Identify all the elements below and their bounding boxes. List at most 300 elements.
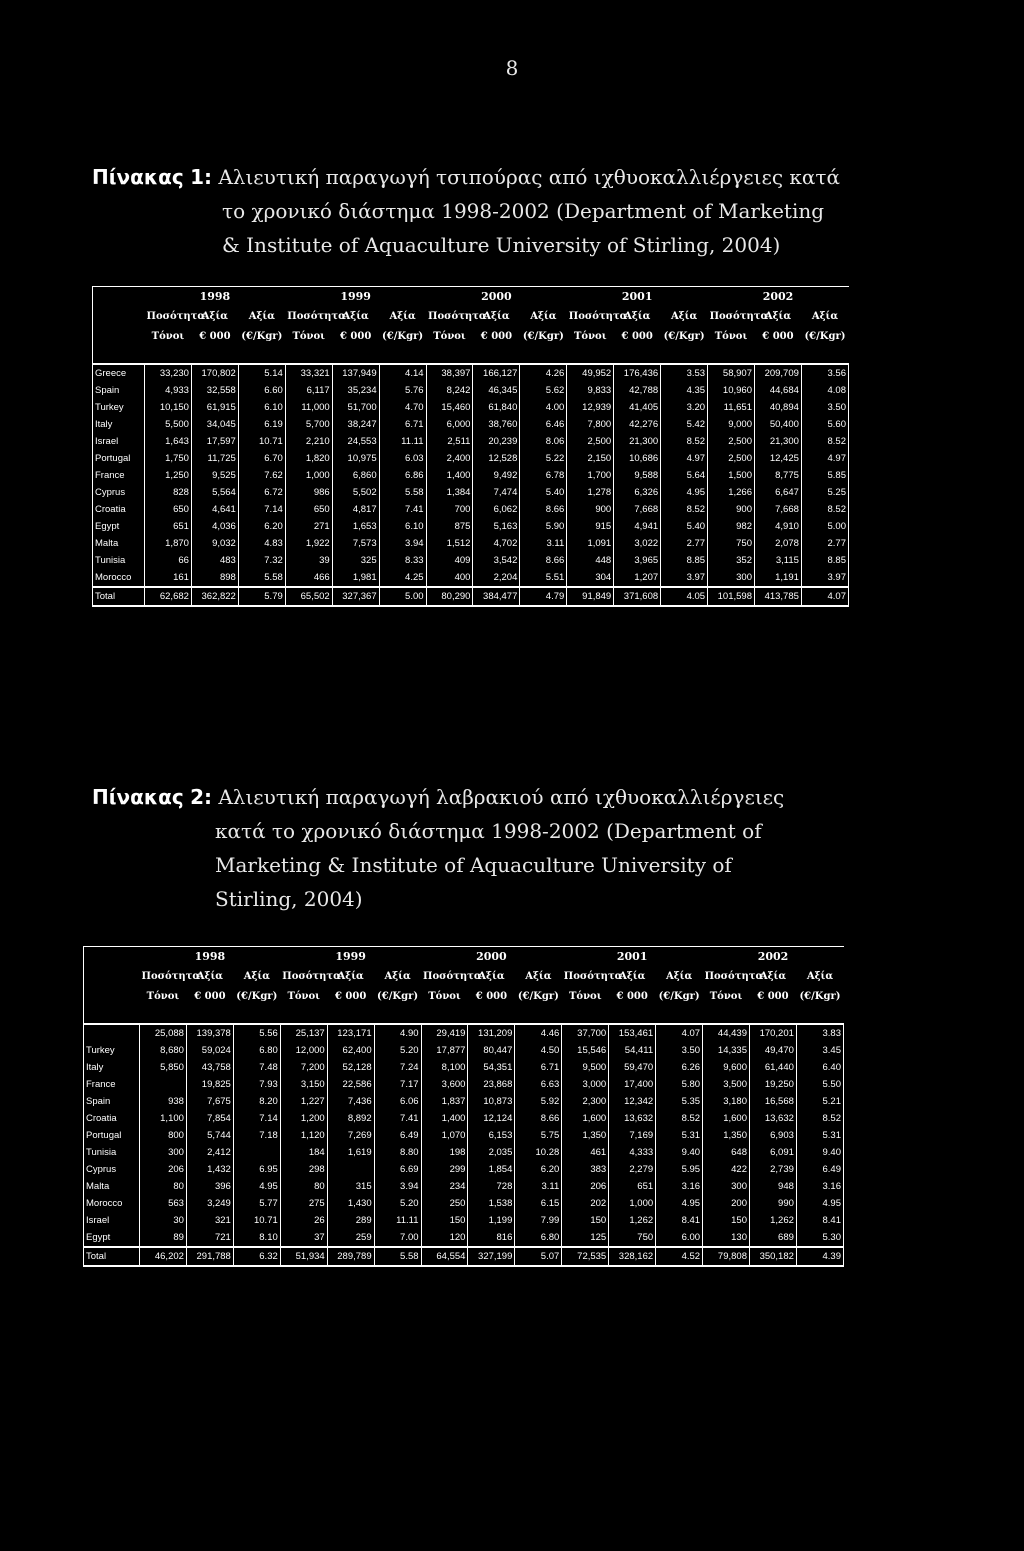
year-header-row [84,947,844,968]
value-cell: 9.40 [656,1144,703,1161]
value-cell: 12,528 [473,450,520,467]
value-cell: 4.90 [374,1024,421,1042]
value-cell: 11,000 [285,399,332,416]
value-cell: 38,247 [332,416,379,433]
value-cell: 34,045 [191,416,238,433]
column-header: Ποσότητα [563,971,623,982]
value-cell: 9,833 [567,382,614,399]
column-header: Ποσότητα [423,971,482,982]
value-cell: 10,150 [145,399,192,416]
value-cell: 2,035 [468,1144,515,1161]
value-cell: 5,564 [191,484,238,501]
value-cell: 8.20 [233,1093,280,1110]
year-header: 1998 [194,950,226,963]
value-cell: 990 [749,1195,796,1212]
value-cell: 5.40 [661,518,708,535]
unit-header: (€/Kgr) [804,331,846,342]
value-cell: 66 [145,552,192,569]
value-cell: 150 [562,1212,609,1229]
unit-header-row [93,327,849,347]
value-cell: 17,597 [191,433,238,450]
column-header: Αξία [483,311,510,322]
value-cell: 52,128 [327,1059,374,1076]
year-header: 2000 [481,290,512,303]
value-cell: 44,684 [754,382,801,399]
value-cell: 3,180 [703,1093,750,1110]
year-header-row [93,287,849,308]
header-corner [93,307,145,327]
table-row [93,467,849,484]
value-cell: 6.86 [379,467,426,484]
value-cell: 170,802 [191,364,238,382]
value-cell: 828 [145,484,192,501]
unit-header-row [84,987,844,1007]
value-cell: 6.70 [238,450,285,467]
value-cell: 4,036 [191,518,238,535]
value-cell: 6.20 [515,1161,562,1178]
country-cell: Malta [84,1178,140,1195]
total-value-cell: 4.79 [520,587,567,606]
column-header: Ποσότητα [568,311,628,322]
value-cell: 7.18 [233,1127,280,1144]
value-cell: 4.95 [796,1195,843,1212]
value-cell: 1,538 [468,1195,515,1212]
total-value-cell: 5.58 [374,1247,421,1266]
value-cell: 25,088 [140,1024,187,1042]
value-cell: 6.71 [515,1059,562,1076]
value-cell: 1,350 [703,1127,750,1144]
value-cell: 42,276 [614,416,661,433]
value-cell: 12,342 [609,1093,656,1110]
value-cell: 938 [140,1093,187,1110]
value-cell: 1,430 [327,1195,374,1212]
value-cell: 5,744 [186,1127,233,1144]
value-cell: 200 [703,1195,750,1212]
year-header: 2000 [476,950,507,963]
unit-header: (€/Kgr) [663,331,705,342]
column-header: Αξία [342,311,369,322]
column-header: Αξία [764,311,792,322]
total-value-cell: 65,502 [285,587,332,606]
value-cell: 5.21 [796,1093,843,1110]
header-spacer [84,1007,844,1024]
value-cell: 10,975 [332,450,379,467]
value-cell: 6.10 [238,399,285,416]
value-cell: 50,400 [754,416,801,433]
value-cell: 6.03 [379,450,426,467]
value-cell: 33,230 [145,364,192,382]
total-label: Total [84,1247,140,1266]
value-cell: 648 [703,1144,750,1161]
value-cell: 875 [426,518,473,535]
column-header-row [84,967,844,987]
unit-header: Τόνοι [433,331,466,342]
value-cell: 6.49 [796,1161,843,1178]
value-cell: 422 [703,1161,750,1178]
unit-header: € 000 [480,331,513,342]
value-cell: 5.75 [515,1127,562,1144]
value-cell: 982 [708,518,755,535]
country-cell: Italy [93,416,145,433]
value-cell: 3,150 [280,1076,327,1093]
column-header: Αξία [525,971,552,982]
value-cell: 5.31 [656,1127,703,1144]
value-cell: 6.80 [233,1042,280,1059]
value-cell: 51,700 [332,399,379,416]
value-cell: 4,702 [473,535,520,552]
value-cell: 321 [186,1212,233,1229]
country-cell: Greece [93,364,145,382]
value-cell: 206 [562,1178,609,1195]
column-header: Αξία [670,311,698,322]
total-value-cell: 62,682 [145,587,192,606]
value-cell: 1,000 [285,467,332,484]
value-cell: 6.78 [520,467,567,484]
value-cell: 8.06 [520,433,567,450]
value-cell: 8.52 [801,433,848,450]
value-cell: 5.35 [656,1093,703,1110]
value-cell: 4.70 [379,399,426,416]
value-cell: 3,249 [186,1195,233,1212]
value-cell: 5.60 [801,416,848,433]
value-cell: 1,653 [332,518,379,535]
value-cell: 5.58 [238,569,285,587]
value-cell: 8.52 [661,433,708,450]
value-cell: 1,400 [426,467,473,484]
value-cell: 13,632 [609,1110,656,1127]
value-cell: 6,091 [749,1144,796,1161]
total-value-cell: 289,789 [327,1247,374,1266]
value-cell: 650 [145,501,192,518]
value-cell: 900 [708,501,755,518]
total-value-cell: 327,199 [468,1247,515,1266]
table-row [84,1093,844,1110]
total-value-cell: 291,788 [186,1247,233,1266]
value-cell: 9.40 [796,1144,843,1161]
value-cell: 5.30 [796,1229,843,1247]
value-cell: 1,262 [749,1212,796,1229]
column-header: Αξία [201,311,228,322]
value-cell: 11.11 [374,1212,421,1229]
value-cell: 13,632 [749,1110,796,1127]
unit-header: Τόνοι [709,991,743,1002]
value-cell: 5.25 [801,484,848,501]
value-cell: 1,512 [426,535,473,552]
value-cell: 7.99 [515,1212,562,1229]
value-cell: 59,024 [186,1042,233,1059]
unit-header: Τόνοι [714,331,748,342]
value-cell: 10,960 [708,382,755,399]
value-cell: 5.42 [661,416,708,433]
table1-caption-line-2: το χρονικό διάστημα 1998-2002 (Department of Marketing [222,199,825,223]
value-cell: 14,335 [703,1042,750,1059]
table-row [93,535,849,552]
value-cell: 289 [327,1212,374,1229]
table-row [93,518,849,535]
unit-header: Τόνοι [428,991,461,1002]
value-cell: 298 [280,1161,327,1178]
value-cell: 8.52 [656,1110,703,1127]
value-cell: 4.14 [379,364,426,382]
value-cell: 234 [421,1178,468,1195]
table2-caption [92,780,872,916]
unit-header: Τόνοι [568,991,602,1002]
value-cell: 4,941 [614,518,661,535]
unit-header: € 000 [621,331,653,342]
year-header: 1999 [340,290,371,303]
table-row [84,1127,844,1144]
value-cell: 38,760 [473,416,520,433]
value-cell: 80 [140,1178,187,1195]
value-cell: 202 [562,1195,609,1212]
value-cell: 3,022 [614,535,661,552]
value-cell: 6.19 [238,416,285,433]
value-cell: 12,425 [754,450,801,467]
table-row [93,433,849,450]
value-cell: 1,500 [708,467,755,484]
value-cell: 3,500 [703,1076,750,1093]
value-cell: 1,750 [145,450,192,467]
value-cell: 816 [468,1229,515,1247]
value-cell: 7.14 [238,501,285,518]
value-cell: 120 [421,1229,468,1247]
total-value-cell: 5.79 [238,587,285,606]
table1-caption-line-1: Αλιευτική παραγωγή τσιπούρας από ιχθυοκαλλιέργειες κατά [218,165,840,189]
value-cell: 1,619 [327,1144,374,1161]
table-row [93,416,849,433]
value-cell: 1,200 [280,1110,327,1127]
value-cell: 176,436 [614,364,661,382]
value-cell: 209,709 [754,364,801,382]
value-cell: 12,939 [567,399,614,416]
value-cell: 4.97 [801,450,848,467]
value-cell: 1,120 [280,1127,327,1144]
total-value-cell: 80,290 [426,587,473,606]
value-cell: 6.72 [238,484,285,501]
value-cell: 4,333 [609,1144,656,1161]
value-cell: 61,840 [473,399,520,416]
total-value-cell: 350,182 [749,1247,796,1266]
table-row [84,1178,844,1195]
column-header: Αξία [196,971,223,982]
column-header: Ποσότητα [704,971,764,982]
value-cell: 2,500 [708,433,755,450]
value-cell: 409 [426,552,473,569]
value-cell: 21,300 [754,433,801,450]
value-cell: 6.71 [379,416,426,433]
total-value-cell: 91,849 [567,587,614,606]
value-cell: 1,350 [562,1127,609,1144]
table-row [84,1195,844,1212]
unit-header: (€/Kgr) [517,991,559,1002]
value-cell: 900 [567,501,614,518]
total-value-cell: 4.07 [801,587,848,606]
total-value-cell: 51,934 [280,1247,327,1266]
country-cell: Croatia [84,1110,140,1127]
value-cell: 1,432 [186,1161,233,1178]
unit-header: (€/Kgr) [236,991,278,1002]
value-cell [140,1076,187,1093]
value-cell: 2,210 [285,433,332,450]
value-cell: 6,860 [332,467,379,484]
value-cell: 4.07 [656,1024,703,1042]
value-cell: 39 [285,552,332,569]
value-cell: 6,647 [754,484,801,501]
value-cell: 8,100 [421,1059,468,1076]
value-cell: 1,922 [285,535,332,552]
value-cell: 59,470 [609,1059,656,1076]
value-cell: 5,700 [285,416,332,433]
country-cell: France [93,467,145,484]
value-cell: 304 [567,569,614,587]
value-cell: 150 [421,1212,468,1229]
value-cell: 7.00 [374,1229,421,1247]
value-cell: 1,199 [468,1212,515,1229]
year-header: 2001 [621,290,653,303]
value-cell: 9,000 [708,416,755,433]
value-cell: 7,436 [327,1093,374,1110]
value-cell: 131,209 [468,1024,515,1042]
unit-header: € 000 [194,991,226,1002]
value-cell: 1,000 [609,1195,656,1212]
value-cell: 1,091 [567,535,614,552]
value-cell: 3.53 [661,364,708,382]
value-cell: 4.95 [233,1178,280,1195]
value-cell: 275 [280,1195,327,1212]
value-cell: 150 [703,1212,750,1229]
column-header: Αξία [478,971,505,982]
country-cell: Egypt [84,1229,140,1247]
value-cell: 4,910 [754,518,801,535]
value-cell: 7,854 [186,1110,233,1127]
value-cell: 15,546 [562,1042,609,1059]
value-cell: 17,877 [421,1042,468,1059]
unit-header: Τόνοι [573,331,607,342]
value-cell: 7.62 [238,467,285,484]
unit-header: (€/Kgr) [658,991,700,1002]
table2-caption-line-3: Marketing & Institute of Aquaculture University of [215,853,732,877]
value-cell: 5.92 [515,1093,562,1110]
country-cell: Turkey [93,399,145,416]
value-cell: 137,949 [332,364,379,382]
column-header: Αξία [248,311,275,322]
value-cell: 8.66 [520,552,567,569]
value-cell: 9,492 [473,467,520,484]
value-cell: 43,758 [186,1059,233,1076]
value-cell: 3.83 [796,1024,843,1042]
value-cell: 3.11 [515,1178,562,1195]
value-cell: 7.17 [374,1076,421,1093]
value-cell: 5.85 [801,467,848,484]
value-cell: 10,686 [614,450,661,467]
value-cell: 7.24 [374,1059,421,1076]
value-cell: 1,070 [421,1127,468,1144]
value-cell: 139,378 [186,1024,233,1042]
value-cell: 898 [191,569,238,587]
table-row [84,1212,844,1229]
value-cell: 3,600 [421,1076,468,1093]
value-cell: 5.58 [379,484,426,501]
value-cell: 1,262 [609,1212,656,1229]
value-cell: 5.40 [520,484,567,501]
value-cell: 5.76 [379,382,426,399]
value-cell: 721 [186,1229,233,1247]
value-cell: 1,384 [426,484,473,501]
value-cell: 8,775 [754,467,801,484]
value-cell: 8.52 [661,501,708,518]
value-cell: 130 [703,1229,750,1247]
value-cell: 29,419 [421,1024,468,1042]
value-cell: 44,439 [703,1024,750,1042]
value-cell: 8,680 [140,1042,187,1059]
value-cell: 2,078 [754,535,801,552]
value-cell: 5.31 [796,1127,843,1144]
value-cell: 32,558 [191,382,238,399]
value-cell: 7,800 [567,416,614,433]
table2-caption-label: Πίνακας [92,785,184,809]
total-value-cell: 4.05 [661,587,708,606]
table-row [84,1110,844,1127]
table1-caption [92,160,892,262]
total-value-cell: 328,162 [609,1247,656,1266]
value-cell: 5.80 [656,1076,703,1093]
value-cell: 49,952 [567,364,614,382]
value-cell: 5,502 [332,484,379,501]
value-cell: 3.94 [379,535,426,552]
value-cell: 7,200 [280,1059,327,1076]
value-cell: 6,000 [426,416,473,433]
value-cell: 5.62 [520,382,567,399]
value-cell: 6.10 [379,518,426,535]
value-cell: 8.10 [233,1229,280,1247]
table2-sea-bass-production [83,946,844,1267]
total-value-cell: 101,598 [708,587,755,606]
value-cell: 4.50 [515,1042,562,1059]
value-cell: 948 [749,1178,796,1195]
value-cell: 16,568 [749,1093,796,1110]
value-cell: 3.16 [796,1178,843,1195]
header-spacer [93,347,849,364]
value-cell: 9,525 [191,467,238,484]
value-cell: 6,062 [473,501,520,518]
value-cell: 4.08 [801,382,848,399]
value-cell: 4.25 [379,569,426,587]
value-cell: 166,127 [473,364,520,382]
country-cell: Portugal [93,450,145,467]
value-cell: 3,115 [754,552,801,569]
table-row [93,552,849,569]
value-cell: 6.69 [374,1161,421,1178]
value-cell: 9,032 [191,535,238,552]
value-cell: 2,400 [426,450,473,467]
value-cell: 8.85 [801,552,848,569]
column-header: Αξία [530,311,557,322]
total-row [84,1247,844,1266]
value-cell: 7,474 [473,484,520,501]
unit-header: (€/Kgr) [522,331,564,342]
value-cell: 7,668 [614,501,661,518]
value-cell: 8.33 [379,552,426,569]
value-cell: 315 [327,1178,374,1195]
value-cell: 206 [140,1161,187,1178]
value-cell: 37,700 [562,1024,609,1042]
total-value-cell: 371,608 [614,587,661,606]
total-value-cell: 362,822 [191,587,238,606]
value-cell: 41,405 [614,399,661,416]
page-number: 8 [505,56,519,80]
column-header: Αξία [811,311,839,322]
value-cell: 6.15 [515,1195,562,1212]
